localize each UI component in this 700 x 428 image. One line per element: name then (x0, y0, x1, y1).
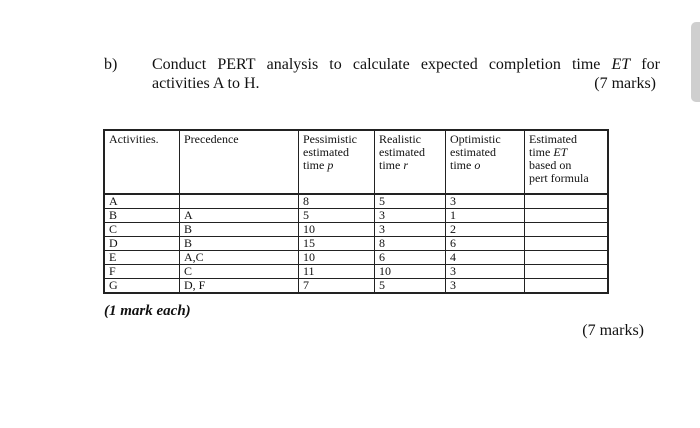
cell-estimated (525, 251, 609, 265)
question-text-line-2: activities A to H. (152, 75, 260, 92)
cell-activity: A (104, 194, 180, 209)
cell-optimistic: 4 (446, 251, 525, 265)
cell-precedence: D, F (180, 279, 299, 294)
table-row (104, 237, 608, 251)
header-line: Precedence (184, 132, 239, 146)
header-line: time ET (529, 145, 568, 159)
table-row (104, 194, 608, 209)
window-edge-scrollbar[interactable] (691, 22, 700, 102)
table-row (104, 251, 608, 265)
cell-precedence (180, 194, 299, 209)
cell-estimated (525, 279, 609, 294)
header-line: pert formula (529, 171, 589, 185)
header-line: estimated (450, 145, 496, 159)
cell-precedence: B (180, 237, 299, 251)
header-line: Realistic (379, 132, 421, 146)
header-line: Estimated (529, 132, 577, 146)
header-realistic (375, 130, 446, 194)
cell-optimistic: 2 (446, 223, 525, 237)
question-word: ET (611, 56, 631, 73)
cell-precedence: B (180, 223, 299, 237)
cell-precedence: A (180, 209, 299, 223)
cell-realistic: 3 (375, 223, 446, 237)
cell-realistic: 8 (375, 237, 446, 251)
question-word: for (641, 56, 660, 73)
header-line: estimated (303, 145, 349, 159)
cell-estimated (525, 194, 609, 209)
cell-realistic: 10 (375, 265, 446, 279)
header-line: estimated (379, 145, 425, 159)
question-word: PERT (217, 56, 256, 73)
question-word: calculate (352, 56, 410, 73)
header-line: Activities. (109, 132, 159, 146)
cell-precedence: C (180, 265, 299, 279)
header-activities (104, 130, 180, 194)
pert-table (103, 129, 609, 294)
table-row (104, 279, 608, 294)
cell-estimated (525, 209, 609, 223)
cell-pessimistic: 7 (299, 279, 375, 294)
cell-activity: D (104, 237, 180, 251)
cell-pessimistic: 5 (299, 209, 375, 223)
header-line: based on (529, 158, 572, 172)
cell-optimistic: 1 (446, 209, 525, 223)
question-word: to (329, 56, 342, 73)
cell-optimistic: 3 (446, 279, 525, 294)
cell-optimistic: 6 (446, 237, 525, 251)
cell-activity: G (104, 279, 180, 294)
table-row (104, 265, 608, 279)
cell-estimated (525, 265, 609, 279)
cell-activity: E (104, 251, 180, 265)
table-row (104, 223, 608, 237)
header-line: Optimistic (450, 132, 501, 146)
cell-realistic: 3 (375, 209, 446, 223)
question-word: expected (420, 56, 478, 73)
question-label: b) (104, 56, 118, 73)
cell-pessimistic: 15 (299, 237, 375, 251)
cell-activity: F (104, 265, 180, 279)
question-word: time (571, 56, 601, 73)
cell-pessimistic: 11 (299, 265, 375, 279)
cell-activity: C (104, 223, 180, 237)
table-row (104, 209, 608, 223)
header-line: time o (450, 158, 481, 172)
header-row (104, 130, 608, 194)
header-estimated (525, 130, 609, 194)
header-optimistic (446, 130, 525, 194)
cell-estimated (525, 237, 609, 251)
cell-realistic: 5 (375, 194, 446, 209)
cell-pessimistic: 10 (299, 251, 375, 265)
cell-precedence: A,C (180, 251, 299, 265)
question-word: Conduct (152, 56, 207, 73)
cell-optimistic: 3 (446, 194, 525, 209)
cell-activity: B (104, 209, 180, 223)
cell-estimated (525, 223, 609, 237)
marks-note: (1 mark each) (104, 303, 191, 319)
footer-marks: (7 marks) (582, 322, 644, 339)
cell-realistic: 6 (375, 251, 446, 265)
question-word: completion (488, 56, 561, 73)
question-marks: (7 marks) (594, 75, 656, 92)
cell-pessimistic: 10 (299, 223, 375, 237)
question-text-line-1 (152, 56, 660, 74)
header-line: time r (379, 158, 408, 172)
header-line: time p (303, 158, 334, 172)
cell-optimistic: 3 (446, 265, 525, 279)
header-precedence (180, 130, 299, 194)
question-word: analysis (266, 56, 319, 73)
header-line: Pessimistic (303, 132, 358, 146)
cell-pessimistic: 8 (299, 194, 375, 209)
header-pessimistic (299, 130, 375, 194)
cell-realistic: 5 (375, 279, 446, 294)
